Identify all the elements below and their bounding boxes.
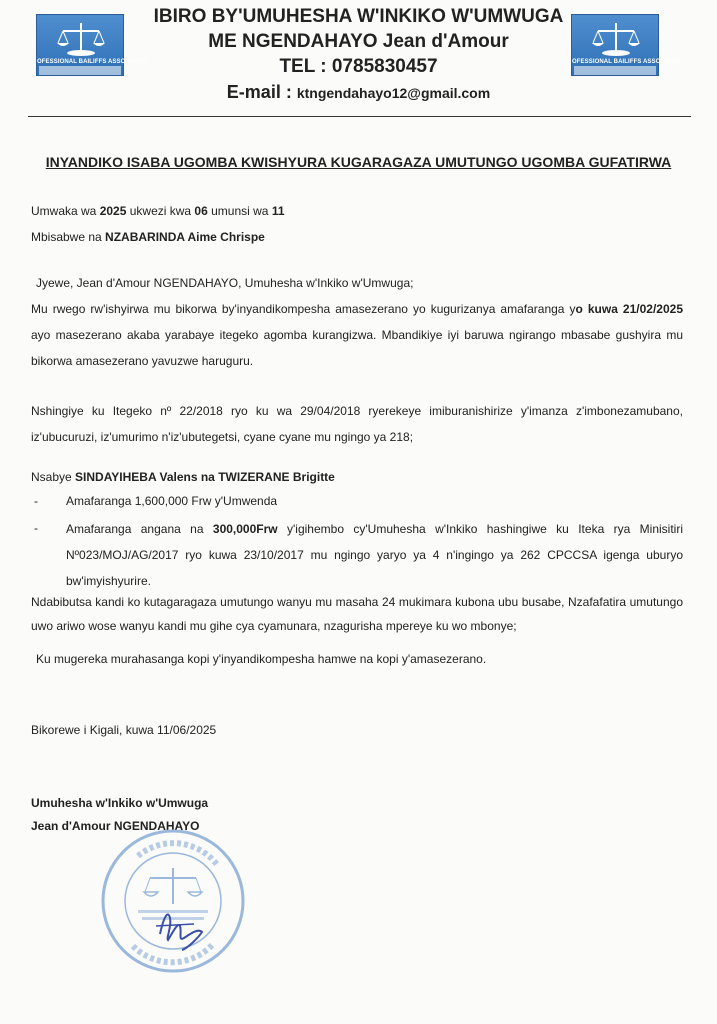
paragraph-execution [31,296,683,374]
place-and-date: Bikorewe i Kigali, kuwa 11/06/2025 [31,723,217,737]
paragraph-intro: Jyewe, Jean d'Amour NGENDAHAYO, Umuhesha w'Inkiko w'Umwuga; [36,276,414,290]
header-divider [28,116,691,117]
paragraph-legal-basis: Nshingiye ku Itegeko nº 22/2018 ryo ku wa 29/04/2018 ryerekeye imiburanishirize y'imanza z'imbonezamubano, iz'ubucuruzi, iz'umurimo n'iz'ubutegetsi, cyane cyane mu ngingo ya 218; [31,404,683,444]
paragraph-attachments: Ku mugereka murahasanga kopi y'inyandikompesha hamwe na kopi y'amasezerano. [36,652,487,666]
logo-text: OFESSIONAL BAILIFFS ASSOCIATIO [37,59,146,65]
agreement-date: o kuwa 21/02/2025 [575,302,683,316]
list-bullet: - [34,521,38,535]
paragraph-text: ayo masezerano akaba yarabaye itegeko agomba kurangizwa. Mbandikiye iyi baruwa ngirango mbasabe gushyira mu bikorwa amasezerano yavuzwe haruguru. [31,328,683,368]
requester-name: NZABARINDA Aime Chrispe [105,230,265,244]
document-title: INYANDIKO ISABA UGOMBA KWISHYURA KUGARAGAZA UMUTUNGO UGOMBA GUFATIRWA [45,154,672,170]
signatory-name: Jean d'Amour NGENDAHAYO [31,819,200,833]
email-address: ktngendahayo12@gmail.com [296,85,491,101]
email-label: E-mail : [226,82,297,102]
requester-line [31,230,265,244]
fee-amount: 300,000Frw [212,522,278,536]
signatory-role: Umuhesha w'Inkiko w'Umwuga [31,796,209,810]
date-text: ukwezi kwa [126,204,195,218]
list-item-text: y'igihembo cy'Umuhesha w'Inkiko hashingiwe ku Iteka rya Minisitiri Nº023/MOJ/AG/2017 ryo kuwa 23/10/2017 mu ngingo yaryo ya 4 n'ingingo ya 262 CPCCSA igenga uburyo bw'imyishyurire. [66,522,683,588]
logo-text: OFESSIONAL BAILIFFS ASSOCIATIO [572,59,681,65]
paragraph-warning: Ndabibutsa kandi ko kutagaragaza umutungo wanyu mu masaha 24 mukimara kubona ubu busabe, Nzafafatira umutungo uwo ariwo wose wanyu kandi mu gihe cya cyamunara, nzagurisha mpereye ku wo mbonye; [31,595,683,633]
request-line [31,470,335,484]
date-text: umunsi wa [207,204,272,218]
date-line [31,204,285,218]
email-line [0,82,717,103]
date-day: 11 [271,204,285,218]
telephone: TEL : 0785830457 [279,56,438,77]
requester-prefix: Mbisabwe na [31,230,106,244]
list-item-text: Amafaranga angana na [66,522,213,536]
list-item-fee [66,516,683,594]
list-item-debt: Amafaranga 1,600,000 Frw y'Umwenda [66,494,278,508]
request-prefix: Nsabye [31,470,76,484]
paragraph-text: Mu rwego rw'ishyirwa mu bikorwa by'inyandikompesha amasezerano yo kugurizanya amafaranga y [31,302,576,316]
date-text: Umwaka wa [31,204,100,218]
official-stamp-icon [98,826,248,976]
bailiff-name: ME NGENDAHAYO Jean d'Amour [208,31,509,52]
date-month: 06 [194,204,208,218]
debtor-names: SINDAYIHEBA Valens na TWIZERANE Brigitte [75,470,335,484]
list-bullet: - [34,494,38,508]
date-year: 2025 [99,204,127,218]
office-name: IBIRO BY'UMUHESHA W'INKIKO W'UMWUGA [153,6,564,27]
